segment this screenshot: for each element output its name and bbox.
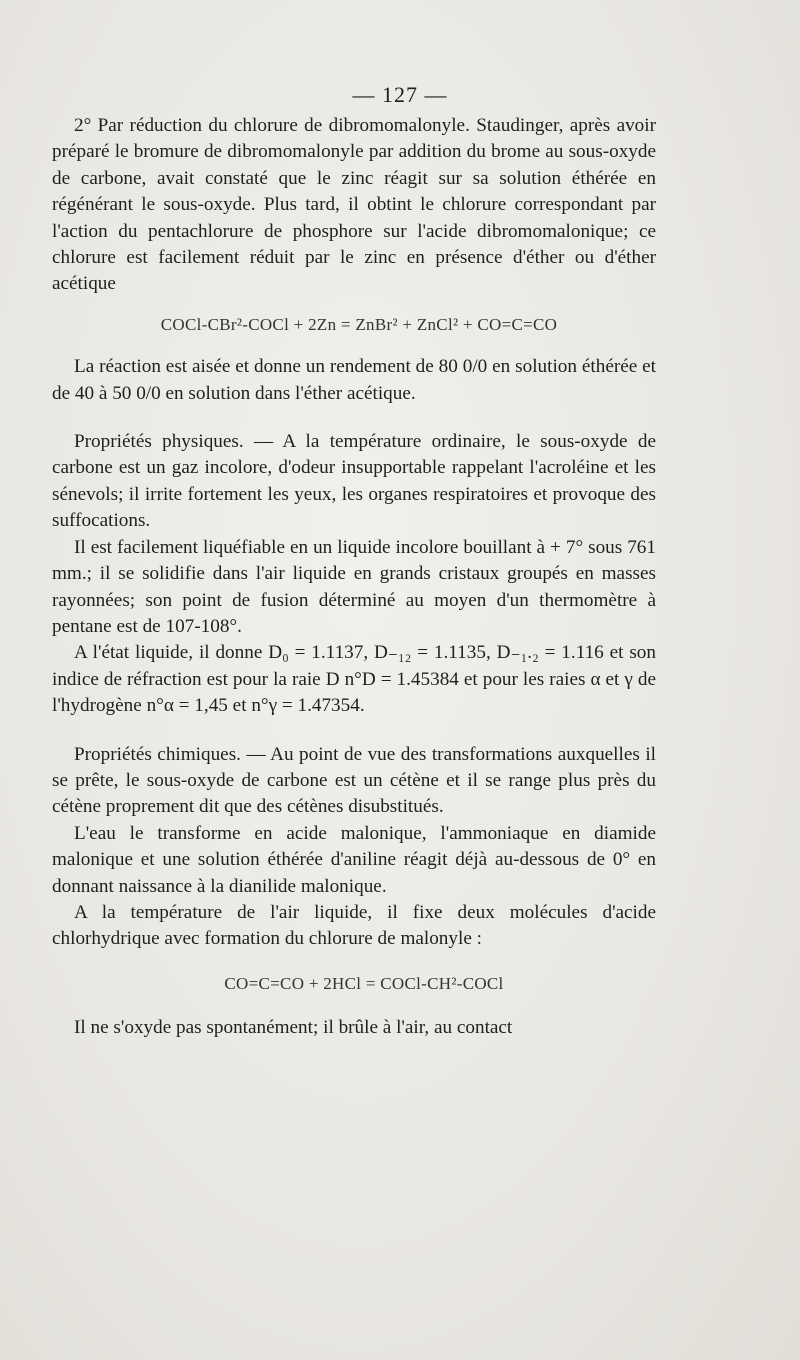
- paragraph-hcl-addition: A la température de l'air liquide, il fixe deux molécules d'acide chlorhydrique avec formation du chlorure de malonyle :: [52, 901, 656, 950]
- paragraph-yield: La réaction est aisée et donne un rendement de 80 0/0 en solution éthérée et de 40 à 50 0/0 en solution dans l'éther acétique.: [52, 356, 656, 404]
- paragraph-physical-properties: Propriétés physiques. — A la température ordinaire, le sous-oxyde de carbone est un gaz incolore, d'odeur insupportable rappelant l'acroléine et les sénevols; il irrite fortement les yeux, les organes respiratoires et provoque des suffocations.: [52, 431, 656, 532]
- paragraph-reactions: L'eau le transforme en acide malonique, l'ammoniaque en diamide malonique et une solution éthérée d'aniline réagit déjà au-dessous de 0° en donnant naissance à la dianilide malonique.: [52, 822, 656, 897]
- paragraph-chemical-properties: Propriétés chimiques. — Au point de vue des transformations auxquelles il se prête, le sous-oxyde de carbone est un cétène et il se range plus près du cétène proprement dit que des cétènes disubstitués.: [52, 743, 656, 818]
- paragraph-oxidation: Il ne s'oxyde pas spontanément; il brûle à l'air, au contact: [74, 1017, 513, 1039]
- paragraph-density-refraction: A l'état liquide, il donne D₀ = 1.1137, D₋₁₂ = 1.1135, D₋₁.₂ = 1.116 et son indice de réfraction est pour la raie D n°D = 1.45384 et pour les raies α et γ de l'hydrogène n°α = 1,45 et n°γ = 1.47354.: [52, 642, 656, 717]
- paragraph-reduction-method: 2° Par réduction du chlorure de dibromomalonyle. Staudinger, après avoir préparé le bromure de dibromomalonyle par addition du brome au sous-oxyde de carbone, avait constaté que le zinc réagit sur sa solution éthérée en régénérant le sous-oxyde. Plus tard, il obtint le chlorure correspondant par l'action du pentachlorure de phosphore sur l'acide dibromomalonique; ce chlorure est facilement réduit par le zinc en présence d'éther ou d'éther acétique: [52, 115, 656, 295]
- body-text: [52, 113, 656, 1042]
- equation-reduction: COCl-CBr²-COCl + 2Zn = ZnBr² + ZnCl² + CO=C=CO: [160, 314, 558, 334]
- paragraph-liquefaction: Il est facilement liquéfiable en un liquide incolore bouillant à + 7° sous 761 mm.; il se solidifie dans l'air liquide en grands cristaux groupés en masses rayonnées; son point de fusion déterminé au moyen d'un thermomètre à pentane est de 107-108°.: [52, 536, 656, 637]
- equation-hcl: CO=C=CO + 2HCl = COCl-CH²-COCl: [224, 973, 504, 993]
- page-number: — 127 —: [352, 82, 448, 107]
